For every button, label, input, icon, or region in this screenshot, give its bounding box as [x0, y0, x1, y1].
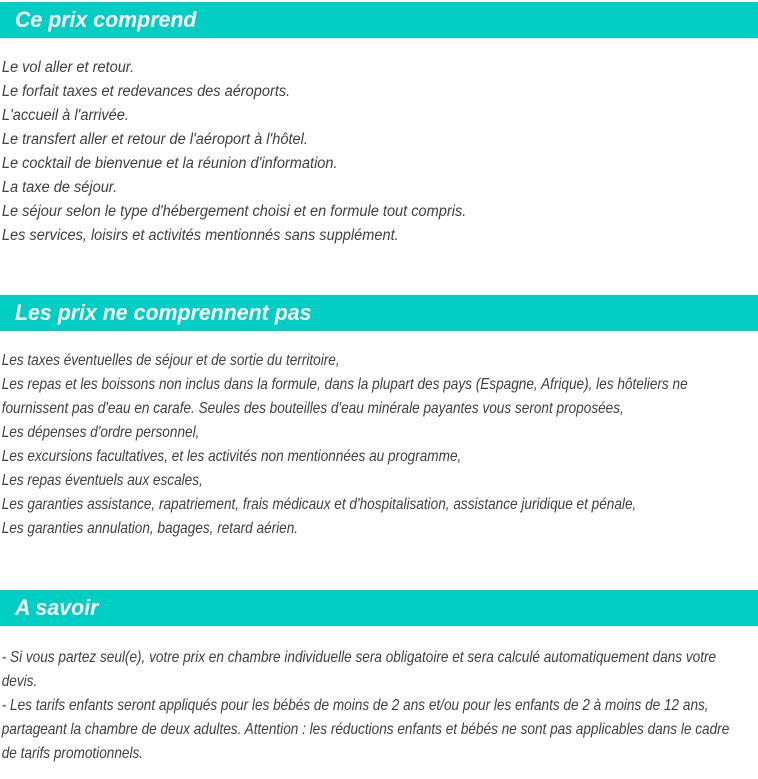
- section-header-price-excludes: [0, 295, 758, 331]
- text-line: Les garanties assistance, rapatriement, frais médicaux et d'hospitalisation, assistance juridique et pénale,: [1, 496, 637, 513]
- text-line: Les repas et les boissons non inclus dans la formule, dans la plupart des pays (Espagne, Afrique), les hôteliers ne: [1, 376, 688, 393]
- text-line: Le séjour selon le type d'hébergement choisi et en formule tout compris.: [1, 203, 467, 220]
- section-title: Ce prix comprend: [15, 7, 197, 32]
- section-title: A savoir: [15, 595, 99, 620]
- text-line: devis.: [1, 673, 38, 690]
- text-line: Les dépenses d'ordre personnel,: [1, 424, 200, 441]
- text-line: L'accueil à l'arrivée.: [1, 107, 129, 124]
- text-line: Le cocktail de bienvenue et la réunion d'information.: [1, 155, 338, 172]
- text-line: Les services, loisirs et activités mentionnés sans supplément.: [1, 227, 399, 244]
- text-line: fournissent pas d'eau en carafe. Seules des bouteilles d'eau minérale payantes vous seront proposées,: [1, 400, 624, 417]
- text-line: Le forfait taxes et redevances des aéroports.: [1, 83, 291, 100]
- text-line: Les repas éventuels aux escales,: [1, 472, 203, 489]
- text-line: Les garanties annulation, bagages, retard aérien.: [1, 520, 299, 537]
- section-content-good-to-know: [0, 626, 758, 766]
- section-title: Les prix ne comprennent pas: [15, 300, 312, 325]
- section-header-good-to-know: [0, 590, 758, 626]
- text-line: Le transfert aller et retour de l'aéroport à l'hôtel.: [1, 131, 308, 148]
- text-line: - Si vous partez seul(e), votre prix en chambre individuelle sera obligatoire et sera calculé automatiquement dans votre: [1, 649, 717, 666]
- text-line: partageant la chambre de deux adultes. Attention : les réductions enfants et bébés ne sont pas applicables dans le cadre: [1, 721, 730, 738]
- pricing-info-page: [0, 2, 758, 766]
- text-line: de tarifs promotionnels.: [1, 745, 144, 762]
- text-line: Le vol aller et retour.: [1, 59, 135, 76]
- text-line: Les taxes éventuelles de séjour et de sortie du territoire,: [1, 352, 340, 369]
- section-content-price-excludes: [0, 331, 758, 541]
- text-line: La taxe de séjour.: [1, 179, 118, 196]
- section-content-price-includes: [0, 38, 758, 248]
- text-line: - Les tarifs enfants seront appliqués pour les bébés de moins de 2 ans et/ou pour les enfants de 2 à moins de 12 ans,: [1, 697, 709, 714]
- text-line: Les excursions facultatives, et les activités non mentionnées au programme,: [1, 448, 462, 465]
- section-header-price-includes: [0, 2, 758, 38]
